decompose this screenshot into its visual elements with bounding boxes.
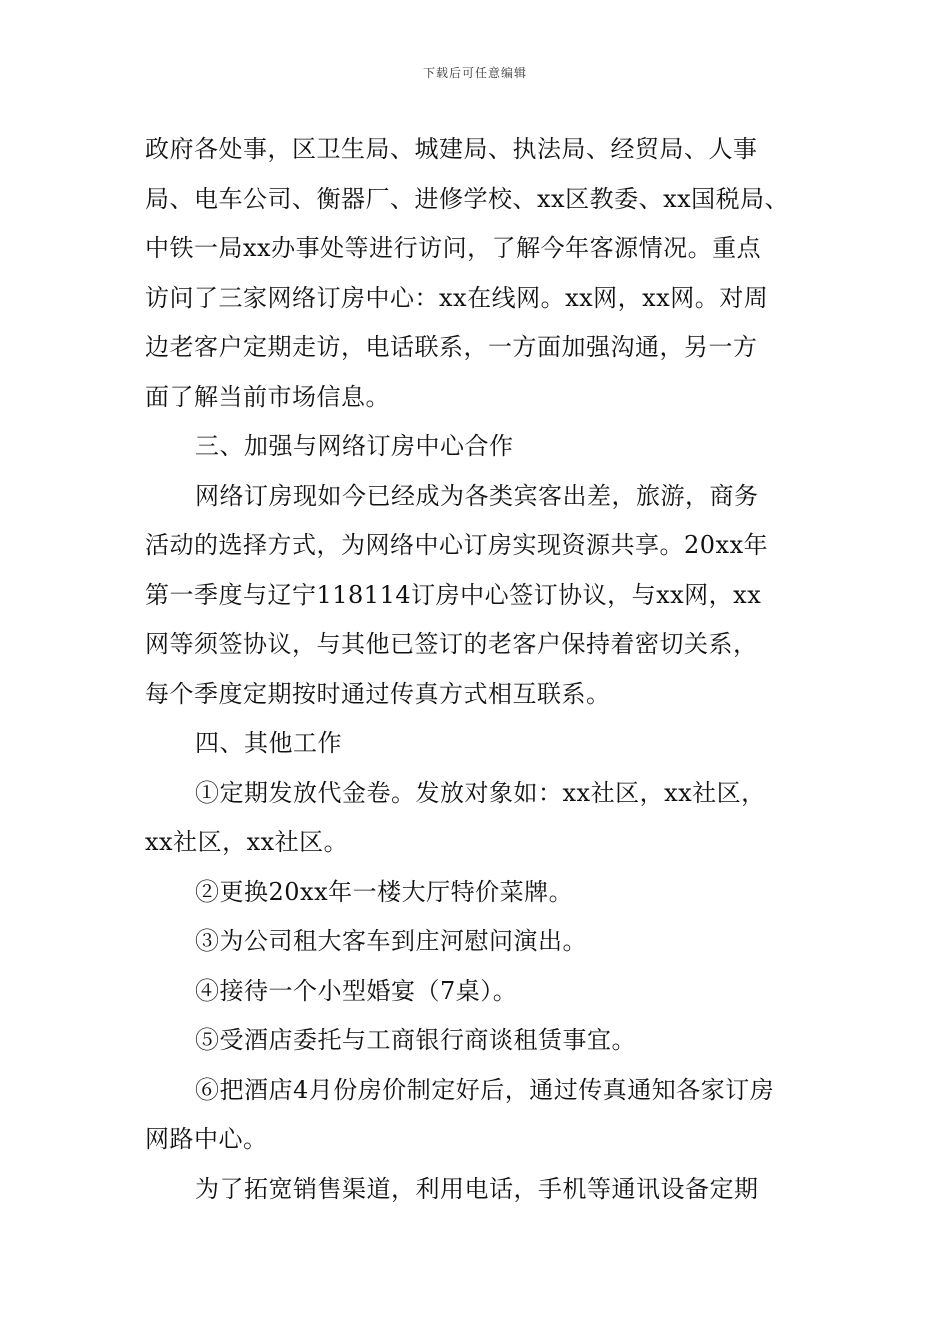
text-line: 三、加强与网络订房中心合作 bbox=[195, 432, 514, 460]
text-line: 每个季度定期按时通过传真方式相互联系。 bbox=[145, 679, 611, 708]
text-line: 局、电车公司、衡器厂、进修学校、xx区教委、xx国税局、 bbox=[145, 184, 790, 213]
text-line: ④接待一个小型婚宴（7桌）。 bbox=[195, 976, 518, 1005]
document-body bbox=[145, 125, 810, 1214]
text-line: 网等须签协议，与其他已签订的老客户保持着密切关系， bbox=[145, 630, 758, 658]
text-line: 面了解当前市场信息。 bbox=[145, 382, 390, 411]
text-line: ①定期发放代金卷。发放对象如：xx社区，xx社区， bbox=[195, 778, 766, 807]
text-line: 为了拓宽销售渠道，利用电话，手机等通讯设备定期 bbox=[195, 1174, 759, 1203]
text-line: 中铁一局xx办事处等进行访问，了解今年客源情况。重点 bbox=[145, 234, 762, 262]
text-line: ⑤受酒店委托与工商银行商谈租赁事宜。 bbox=[195, 1026, 636, 1054]
text-line: xx社区，xx社区。 bbox=[145, 828, 349, 856]
page-header: 下载后可任意编辑 bbox=[422, 66, 527, 80]
text-line: 第一季度与辽宁118114订房中心签订协议，与xx网，xx bbox=[145, 580, 762, 609]
text-line: ⑥把酒店4月份房价制定好后，通过传真通知各家订房 bbox=[195, 1075, 775, 1104]
text-line: ③为公司租大客车到庄河慰问演出。 bbox=[195, 927, 587, 955]
text-line: 边老客户定期走访，电话联系，一方面加强沟通，另一方 bbox=[145, 333, 758, 361]
text-line: 访问了三家网络订房中心：xx在线网。xx网，xx网。对周 bbox=[145, 283, 769, 312]
text-line: 网络订房现如今已经成为各类宾客出差，旅游，商务 bbox=[195, 481, 759, 510]
text-line: ②更换20xx年一楼大厅特价菜牌。 bbox=[195, 877, 574, 906]
text-line: 网路中心。 bbox=[145, 1125, 268, 1153]
text-line: 四、其他工作 bbox=[195, 729, 342, 757]
text-line: 政府各处事，区卫生局、城建局、执法局、经贸局、人事 bbox=[145, 135, 758, 163]
text-line: 活动的选择方式，为网络中心订房实现资源共享。20xx年 bbox=[145, 531, 769, 559]
